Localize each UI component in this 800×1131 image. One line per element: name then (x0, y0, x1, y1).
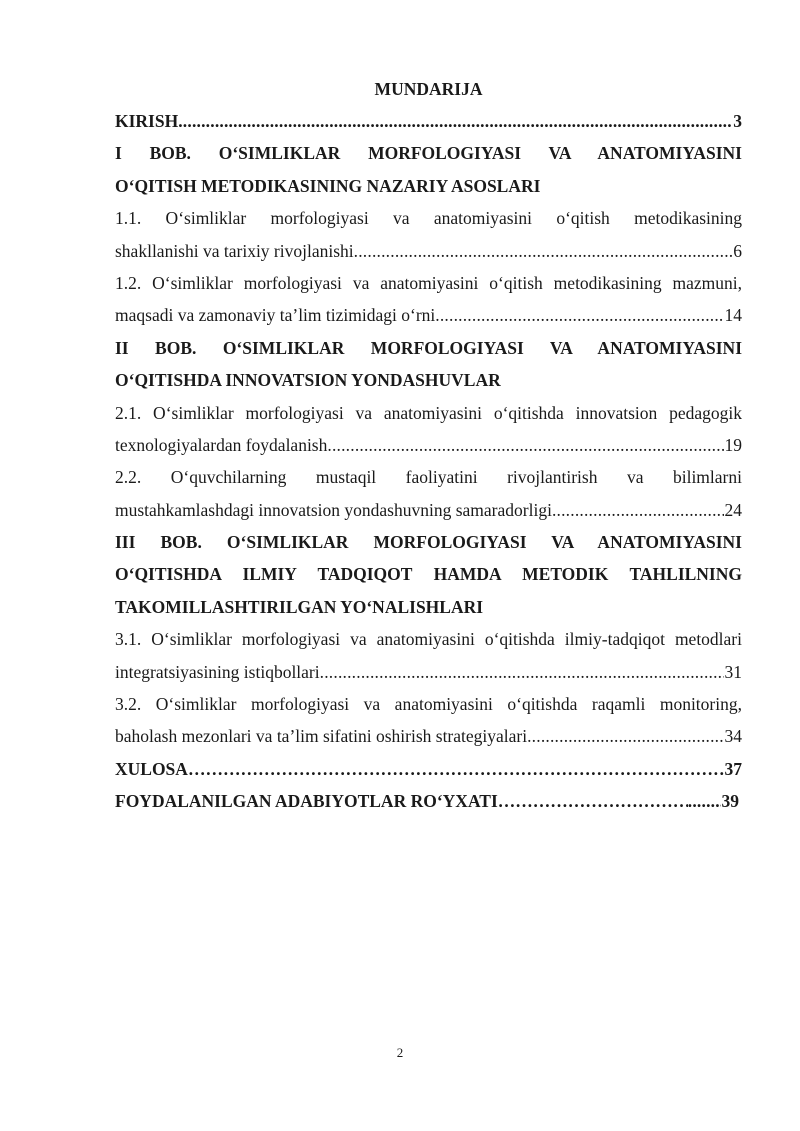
section-2-1-line-1[interactable]: 2.1. O‘simliklar morfologiyasi va anatomiyasini o‘qitishda innovatsion pedagogik (115, 402, 742, 423)
dot-leader (527, 720, 723, 752)
section-3-1-line-2[interactable] (115, 656, 742, 688)
dot-leader (498, 785, 688, 817)
dot-leader (320, 656, 724, 688)
toc-entry-xulosa[interactable] (115, 753, 742, 785)
dot-leader (178, 105, 732, 137)
page-number: 2 (396, 1045, 404, 1060)
toc-page-number: 31 (724, 661, 742, 682)
toc-entry-label: integratsiyasining istiqbollari (115, 661, 320, 682)
chapter-3-title-line-3[interactable]: TAKOMILLASHTIRILGAN YO‘NALISHLARI (115, 596, 484, 617)
toc-entry-label: FOYDALANILGAN ADABIYOTLAR RO‘YXATI (115, 791, 498, 812)
toc-page-number: 19 (724, 434, 742, 455)
toc-entry-label: texnologiyalardan foydalanish (115, 434, 328, 455)
toc-page-number: 37 (724, 758, 742, 779)
chapter-1-title-line-2[interactable]: O‘QITISH METODIKASINING NAZARIY ASOSLARI (115, 175, 541, 196)
dot-leader (327, 429, 723, 461)
dot-leader (435, 299, 723, 331)
toc-page-number: 24 (724, 499, 742, 520)
section-2-2-line-2[interactable] (115, 494, 742, 526)
toc-entry-label: mustahkamlashdagi innovatsion yondashuvning samaradorligi (115, 499, 552, 520)
section-3-2-line-1[interactable]: 3.2. O‘simliklar morfologiyasi va anatomiyasini o‘qitishda raqamli monitoring, (115, 694, 742, 715)
toc-entry-label: XULOSA (115, 758, 188, 779)
table-of-contents (115, 74, 742, 818)
dot-leader (354, 235, 733, 267)
section-2-2-line-1[interactable]: 2.2. O‘quvchilarning mustaqil faoliyatini rivojlantirish va bilimlarni (115, 467, 742, 488)
section-3-1-line-1[interactable]: 3.1. O‘simliklar morfologiyasi va anatomiyasini o‘qitishda ilmiy-tadqiqot metodlari (115, 629, 742, 650)
toc-entry-label: KIRISH (115, 111, 179, 131)
section-1-2-line-1[interactable]: 1.2. O‘simliklar morfologiyasi va anatomiyasini o‘qitish metodikasining mazmuni, (115, 272, 742, 293)
toc-page-number: 3 (733, 111, 742, 131)
toc-entry-label: maqsadi va zamonaviy ta’lim tizimidagi o‘rni (115, 305, 436, 326)
chapter-2-title-line-1[interactable]: II BOB. O‘SIMLIKLAR MORFOLOGIYASI VA ANATOMIYASINI (115, 337, 742, 358)
toc-entry-label: baholash mezonlari va ta’lim sifatini oshirish strategiyalari (115, 726, 528, 747)
section-1-2-line-2[interactable] (115, 299, 742, 331)
dot-leader (188, 753, 724, 785)
chapter-2-title-line-2[interactable]: O‘QITISHDA INNOVATSION YONDASHUVLAR (115, 370, 501, 391)
toc-entry-kirish[interactable] (115, 105, 742, 137)
toc-entry-references[interactable] (115, 785, 739, 817)
section-3-2-line-2[interactable] (115, 720, 742, 752)
dot-leader (552, 494, 724, 526)
toc-entry-label: shakllanishi va tarixiy rivojlanishi (115, 240, 354, 261)
toc-heading: MUNDARIJA (374, 79, 483, 99)
section-2-1-line-2[interactable] (115, 429, 742, 461)
toc-page-number: 34 (724, 726, 742, 747)
toc-page-number: 6 (733, 240, 742, 261)
section-1-1-line-1[interactable]: 1.1. O‘simliklar morfologiyasi va anatomiyasini o‘qitish metodikasining (115, 208, 742, 229)
toc-page-number: 14 (724, 305, 742, 326)
dot-leader (688, 785, 721, 817)
chapter-1-title-line-1[interactable]: I BOB. O‘SIMLIKLAR MORFOLOGIYASI VA ANATOMIYASINI (115, 143, 742, 164)
section-1-1-line-2[interactable] (115, 235, 742, 267)
chapter-3-title-line-1[interactable]: III BOB. O‘SIMLIKLAR MORFOLOGIYASI VA ANATOMIYASINI (115, 532, 742, 553)
toc-page-number: 39 (721, 791, 739, 812)
chapter-3-title-line-2[interactable]: O‘QITISHDA ILMIY TADQIQOT HAMDA METODIK TAHLILNING (115, 564, 742, 585)
